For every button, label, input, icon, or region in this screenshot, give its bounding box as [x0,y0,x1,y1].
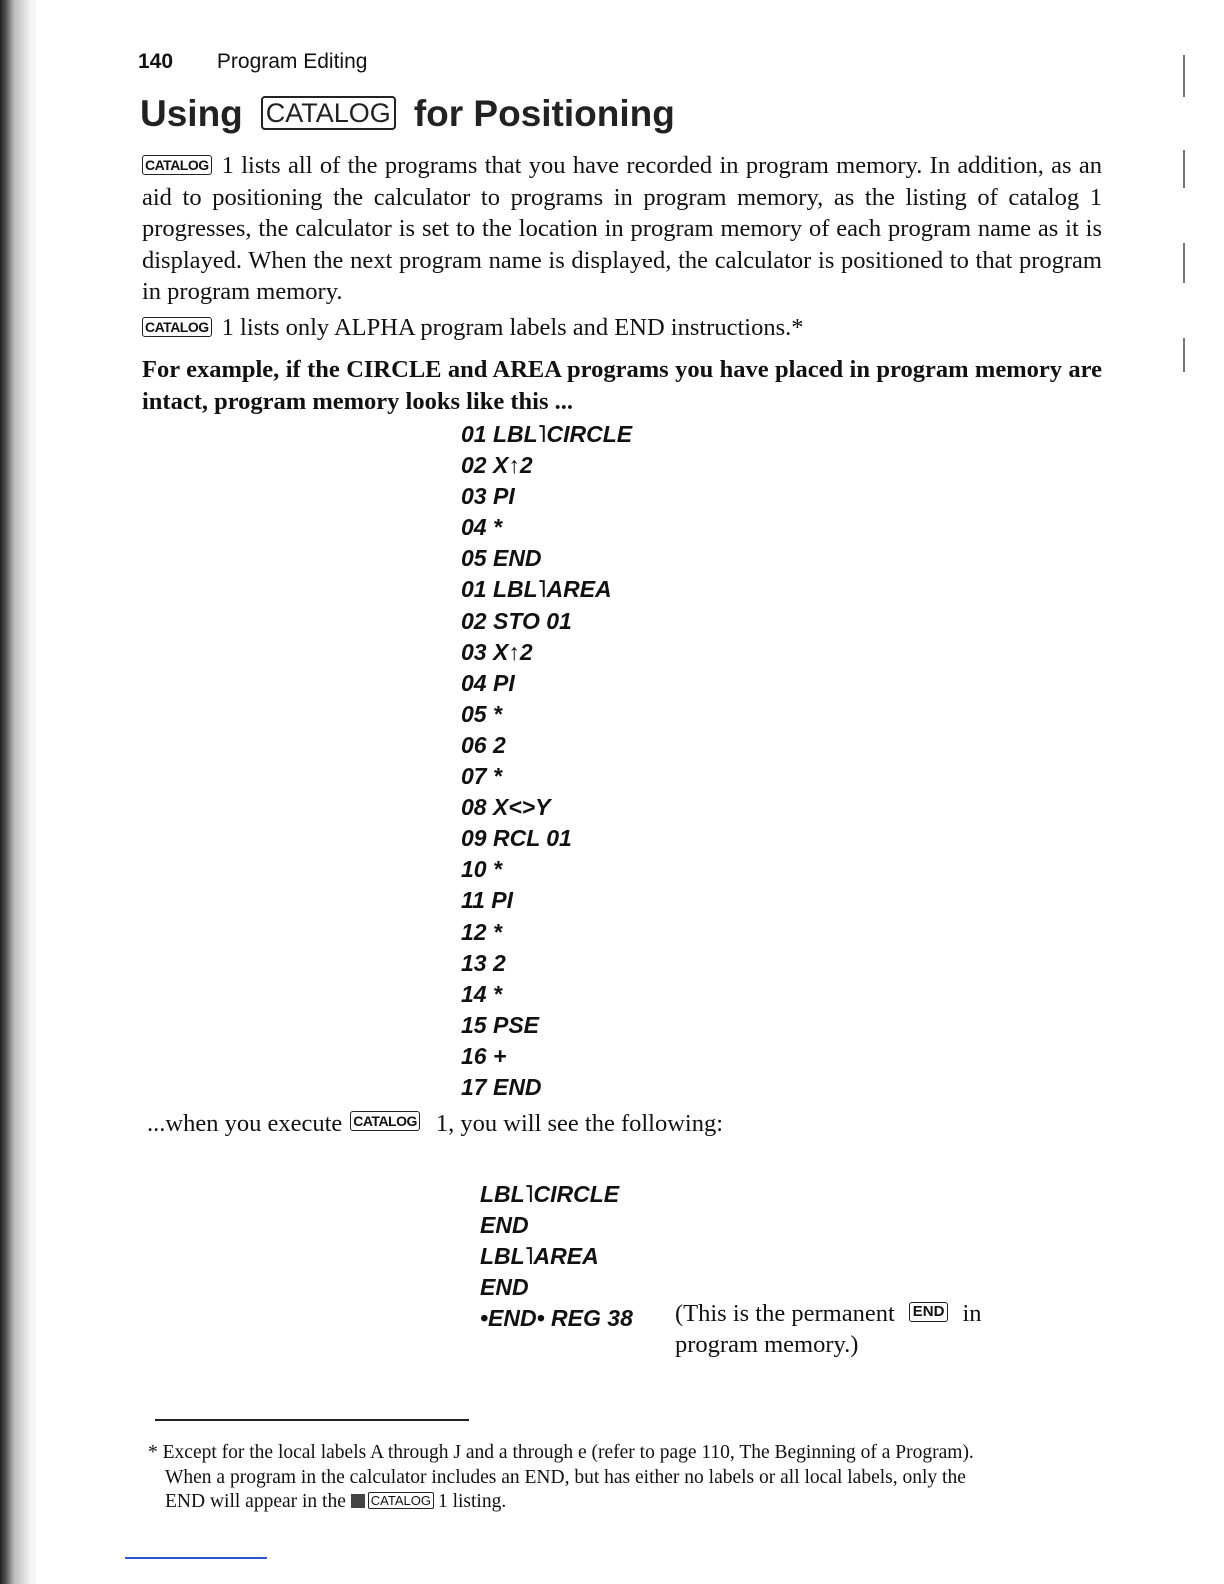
program-line: 01 LBL˥CIRCLE [461,421,633,447]
program-listing [461,419,632,1103]
end-key: END [909,1302,949,1322]
program-line: 03 X↑2 [461,638,533,665]
note-line-2: program memory.) [675,1331,859,1358]
program-line: 09 RCL 01 [461,825,572,852]
catalog-output-line: END [480,1212,529,1238]
catalog-key: CATALOG [142,317,212,337]
permanent-end-note [675,1298,982,1360]
program-line: 07 * [461,763,502,790]
page-left-edge [0,0,30,1584]
paragraph-1-text: 1 lists all of the programs that you have recorded in program memory. In addition, as an aid to positioning the calculator to programs in program memory, as the listing of catalog 1 progresses, the calculator is set to the location in program memory of each program name as it is displayed. When the next program name is displayed, the calculator is positioned to that program in program memory. [142,152,1102,305]
margin-mark [1183,150,1185,188]
footnote-line-3-before: END will appear in the [165,1491,346,1512]
execute-line-before: ...when you execute [147,1110,343,1137]
bottom-rule [125,1557,267,1559]
program-line: 15 PSE [461,1011,539,1038]
program-line: 01 LBL˥AREA [461,576,612,603]
margin-mark [1183,338,1185,372]
paragraph-3-text: For example, if the CIRCLE and AREA programs you have placed in program memory are intact, program memory looks like this ... [142,356,1102,415]
section-name: Program Editing [216,50,368,73]
footnote-marker: * [148,1442,158,1463]
program-line: 14 * [461,980,502,1007]
note-before: (This is the permanent [675,1300,895,1327]
program-line: 11 PI [461,887,513,914]
program-line: 06 2 [461,731,506,758]
catalog-output-line: END [480,1274,529,1300]
footnote-divider [155,1419,469,1421]
catalog-key: CATALOG [350,1111,420,1131]
footnote-line-2: When a program in the calculator includes an END, but has either no labels or all local labels, only the [165,1466,966,1488]
note-after: in [962,1300,982,1327]
catalog-key: CATALOG [142,155,212,175]
paragraph-2-text: 1 lists only ALPHA program labels and END instructions.* [221,314,804,341]
title-before: Using [140,93,243,134]
margin-mark [1183,55,1185,97]
catalog-output [480,1179,633,1334]
catalog-output-line: LBL˥AREA [480,1243,599,1269]
program-line: 08 X<>Y [461,794,551,821]
program-line: 17 END [461,1073,542,1100]
margin-mark [1183,243,1185,283]
program-line: 03 PI [461,483,515,510]
program-line: 12 * [461,918,502,945]
shift-key-icon [351,1494,365,1508]
footnote-line-3-after: 1 listing. [437,1491,507,1512]
catalog-output-line: LBL˥CIRCLE [480,1181,620,1207]
catalog-key: CATALOG [261,96,396,130]
program-line: 02 X↑2 [461,452,533,479]
catalog-key: CATALOG [368,1492,434,1509]
page-left-shade [30,0,36,1584]
title-after: for Positioning [413,93,675,134]
program-line: 04 * [461,514,502,541]
program-line: 16 + [461,1042,507,1069]
program-line: 13 2 [461,949,506,976]
program-line: 04 PI [461,669,515,696]
program-line: 05 * [461,700,502,727]
paragraph-1 [142,150,1102,308]
paragraph-3 [142,354,1102,417]
catalog-output-line: •END• REG 38 [480,1305,633,1331]
program-line: 02 STO 01 [461,607,572,634]
running-header [138,50,367,74]
footnote-line-1: Except for the local labels A through J and a through e (refer to page 110, The Beginning of a Program). [162,1442,974,1463]
program-line: 10 * [461,856,502,883]
execute-line [147,1110,723,1138]
section-title [140,93,675,135]
footnote [148,1441,1098,1515]
paragraph-2 [142,312,1102,344]
execute-line-after: 1, you will see the following: [435,1110,724,1137]
program-line: 05 END [461,545,542,572]
page-number: 140 [138,50,174,73]
